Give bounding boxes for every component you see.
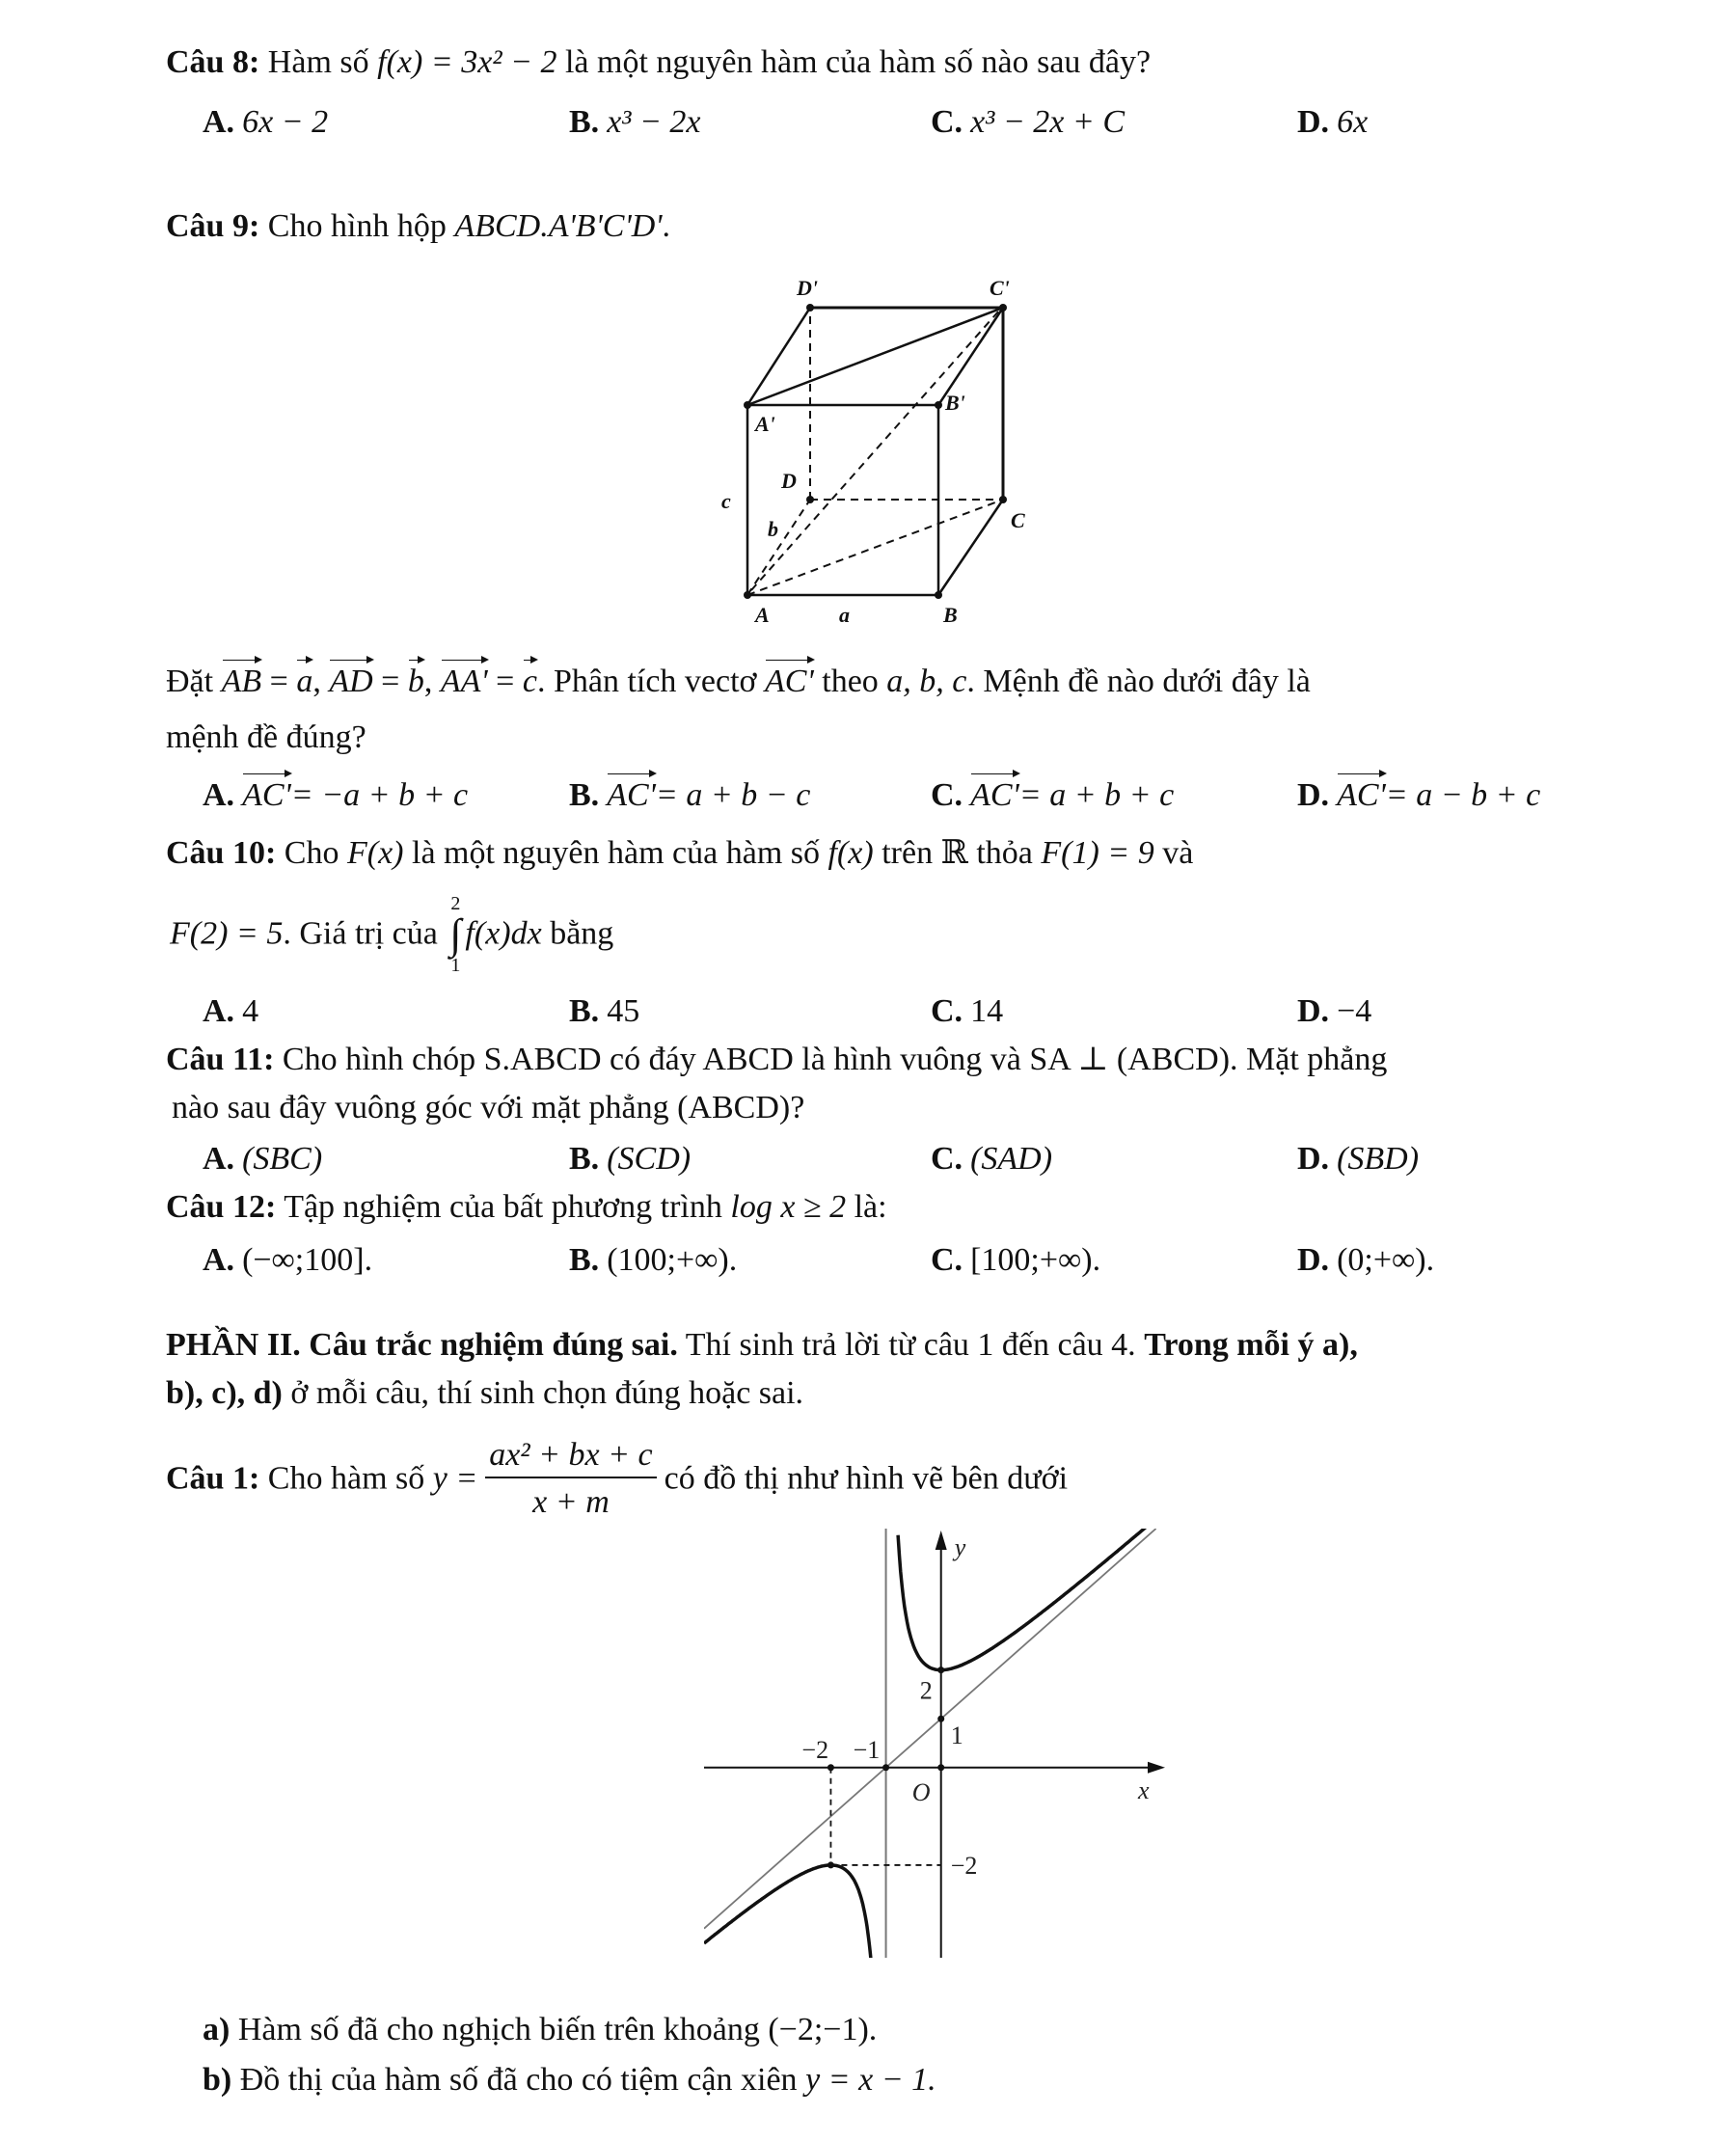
q10-text: là một nguyên hàm của hàm số bbox=[412, 835, 821, 871]
y-axis-arrow-icon bbox=[936, 1531, 947, 1550]
option-letter: C. bbox=[931, 1141, 963, 1177]
vector-ac1: AC' bbox=[1337, 777, 1386, 813]
oblique-asymptote bbox=[704, 1529, 1156, 1929]
option-value: [100;+∞). bbox=[970, 1242, 1101, 1278]
tick-label-x-minus2: −2 bbox=[801, 1735, 829, 1764]
option-letter: D. bbox=[1297, 777, 1330, 813]
option-letter: B. bbox=[569, 1141, 600, 1177]
option-value: −4 bbox=[1337, 993, 1372, 1029]
option-value: (100;+∞). bbox=[607, 1242, 738, 1278]
option-letter: D. bbox=[1297, 1242, 1330, 1278]
origin-label: O bbox=[911, 1777, 931, 1806]
option-letter: A. bbox=[203, 104, 235, 140]
q8-option-a[interactable] bbox=[203, 106, 328, 139]
fraction-numerator: ax² + bx + c bbox=[485, 1437, 656, 1478]
q10-text: trên ℝ thỏa bbox=[882, 835, 1033, 871]
q12-option-a[interactable] bbox=[203, 1244, 372, 1277]
option-letter: A. bbox=[203, 993, 235, 1029]
option-letter: C. bbox=[931, 777, 963, 813]
q9-stem: Câu 9: Cho hình hộp ABCD.A'B'C'D'. bbox=[166, 208, 671, 244]
q8-text-after: là một nguyên hàm của hàm số nào sau đây? bbox=[564, 44, 1152, 80]
q8-label: Câu 8: bbox=[166, 44, 260, 80]
part2-heading-line2 bbox=[166, 1377, 803, 1410]
q10-option-a[interactable] bbox=[203, 995, 258, 1028]
q12-label: Câu 12: bbox=[166, 1189, 277, 1225]
q10-f: f(x) bbox=[827, 835, 874, 871]
option-letter: B. bbox=[569, 1242, 600, 1278]
statement-math: (−2;−1). bbox=[768, 2012, 878, 2047]
diag-ac-hidden bbox=[747, 500, 1003, 595]
q9-solid: ABCD.A'B'C'D' bbox=[454, 208, 663, 244]
q9-description-line2: mệnh đề đúng? bbox=[166, 719, 366, 755]
integrand: f(x)dx bbox=[465, 915, 542, 952]
q9-text: Cho hình hộp bbox=[267, 208, 447, 244]
option-letter: D. bbox=[1297, 104, 1330, 140]
vertex-label-c: C bbox=[1011, 508, 1025, 532]
statement-text: Đồ thị của hàm số đã cho có tiệm cận xiên bbox=[239, 2062, 798, 2098]
q10-label: Câu 10: bbox=[166, 835, 277, 871]
q11-stem-line1 bbox=[166, 1043, 1387, 1076]
q8-stem bbox=[166, 46, 1151, 79]
part2-heading-line1 bbox=[166, 1329, 1358, 1362]
option-value: = a + b + c bbox=[1018, 777, 1175, 813]
q10-option-c[interactable] bbox=[931, 995, 1003, 1028]
y-axis-label: y bbox=[954, 1533, 966, 1561]
vector-c: c bbox=[522, 664, 537, 699]
vertex-label-a: A bbox=[755, 603, 770, 627]
origin-point bbox=[937, 1764, 944, 1771]
marked-point bbox=[937, 1716, 944, 1722]
integral-lower-bound: 1 bbox=[450, 954, 461, 976]
basis-vectors: a, b, c bbox=[886, 664, 967, 699]
part2-title: PHẦN II. Câu trắc nghiệm đúng sai. bbox=[166, 1327, 678, 1363]
q11-label: Câu 11: bbox=[166, 1042, 275, 1077]
option-value: 4 bbox=[242, 993, 259, 1029]
q11-option-a[interactable] bbox=[203, 1143, 322, 1176]
p2q1-text: Cho hàm số bbox=[267, 1460, 425, 1497]
curve-left-branch bbox=[704, 1865, 874, 1958]
option-value: (SBC) bbox=[242, 1141, 323, 1177]
vector-a: a bbox=[296, 664, 313, 699]
p2q1-stem bbox=[166, 1437, 1068, 1521]
q9-desc-text: . Mệnh đề nào dưới đây là bbox=[966, 664, 1311, 699]
q11-stem-line2: nào sau đây vuông góc với mặt phẳng (ABCD)? bbox=[172, 1090, 805, 1125]
statement-a[interactable] bbox=[203, 2014, 877, 2046]
q9-options bbox=[0, 779, 1736, 818]
q10-stem-line1 bbox=[166, 837, 1193, 870]
option-letter: D. bbox=[1297, 1141, 1330, 1177]
vector-aa1: AA' bbox=[440, 664, 488, 699]
part2-bold: Trong mỗi ý a), bbox=[1144, 1327, 1358, 1363]
vector-ab: AB bbox=[221, 664, 262, 699]
vector-label-c: c bbox=[721, 489, 731, 513]
option-value: (0;+∞). bbox=[1337, 1242, 1435, 1278]
option-value: (SBD) bbox=[1337, 1141, 1420, 1177]
integral-sign-icon: ∫ bbox=[449, 910, 462, 958]
p2q1-y-eq: y = bbox=[432, 1460, 478, 1497]
option-letter: A. bbox=[203, 1141, 235, 1177]
vertex-label-a1: A' bbox=[755, 412, 775, 436]
option-value: 6x bbox=[1337, 104, 1369, 140]
q12-option-b[interactable] bbox=[569, 1244, 737, 1277]
q11-options bbox=[0, 1143, 1736, 1181]
vector-label-a: a bbox=[839, 603, 850, 627]
q8-option-d[interactable] bbox=[1297, 106, 1368, 139]
vector-label-b: b bbox=[768, 517, 778, 541]
vertex-label-c1: C' bbox=[990, 276, 1010, 300]
option-value: (−∞;100]. bbox=[242, 1242, 373, 1278]
option-value: (SAD) bbox=[970, 1141, 1053, 1177]
tick-label-y-1: 1 bbox=[950, 1721, 963, 1750]
statement-text: Hàm số đã cho nghịch biến trên khoảng bbox=[237, 2012, 760, 2047]
option-letter: A. bbox=[203, 777, 235, 813]
edge-ad-hidden bbox=[747, 500, 810, 595]
p2q1-text: có đồ thị như hình vẽ bên dưới bbox=[664, 1460, 1069, 1497]
tick-label-x-minus1: −1 bbox=[853, 1735, 881, 1764]
q9-option-b[interactable] bbox=[569, 779, 810, 812]
vector-ac1: AC' bbox=[607, 777, 656, 813]
option-letter: C. bbox=[931, 104, 963, 140]
part2-text: ở mỗi câu, thí sinh chọn đúng hoặc sai. bbox=[290, 1375, 804, 1411]
vector-ac1: AC' bbox=[242, 777, 291, 813]
q10-text: bằng bbox=[550, 915, 614, 952]
q11-option-d[interactable] bbox=[1297, 1143, 1419, 1176]
q9-description-line1: Đặt AB = a, AD = b, AA' = c. Phân tích vectơ AC' theo a, b, c. Mệnh đề nào dưới đây là bbox=[166, 664, 1311, 699]
function-graph bbox=[704, 1529, 1167, 1958]
q12-text: là: bbox=[854, 1189, 887, 1225]
q12-option-c[interactable] bbox=[931, 1244, 1100, 1277]
rational-function bbox=[485, 1437, 656, 1521]
vertex-label-d: D bbox=[781, 469, 797, 493]
q10-text: và bbox=[1162, 835, 1194, 871]
statement-math: y = x − 1. bbox=[805, 2062, 936, 2098]
integral bbox=[449, 892, 461, 977]
option-letter: B. bbox=[569, 104, 600, 140]
vertex-label-d1: D' bbox=[797, 276, 818, 300]
q10-text: Cho bbox=[284, 835, 339, 871]
q9-desc-text: theo bbox=[822, 664, 879, 699]
q10-text: . Giá trị của bbox=[283, 915, 438, 952]
q8-formula: f(x) = 3x² − 2 bbox=[377, 44, 557, 80]
q8-options bbox=[0, 106, 1736, 145]
option-letter: C. bbox=[931, 1242, 963, 1278]
x-axis-arrow-icon bbox=[1148, 1762, 1165, 1774]
option-value: = a − b + c bbox=[1385, 777, 1541, 813]
marked-point bbox=[937, 1667, 944, 1673]
edge-d1a1 bbox=[747, 308, 810, 405]
parallelepiped-figure bbox=[694, 270, 1061, 637]
option-letter: D. bbox=[1297, 993, 1330, 1029]
option-letter: A. bbox=[203, 1242, 235, 1278]
vector-b: b bbox=[407, 664, 424, 699]
option-value: 6x − 2 bbox=[242, 104, 329, 140]
integral-upper-bound: 2 bbox=[450, 893, 461, 914]
q9-option-d[interactable] bbox=[1297, 779, 1540, 812]
q10-condition-1: F(1) = 9 bbox=[1041, 835, 1154, 871]
q10-options bbox=[0, 995, 1736, 1034]
q10-option-b[interactable] bbox=[569, 995, 639, 1028]
option-value: 14 bbox=[970, 993, 1004, 1029]
q12-option-d[interactable] bbox=[1297, 1244, 1434, 1277]
statement-letter: a) bbox=[203, 2012, 231, 2047]
marked-point bbox=[882, 1764, 889, 1771]
x-axis-label: x bbox=[1138, 1775, 1150, 1804]
option-value: x³ − 2x bbox=[607, 104, 701, 140]
marked-point bbox=[827, 1764, 834, 1771]
q8-text-before: Hàm số bbox=[267, 44, 369, 80]
p2q1-label: Câu 1: bbox=[166, 1460, 260, 1497]
q11-option-b[interactable] bbox=[569, 1143, 691, 1176]
tick-label-y-minus2: −2 bbox=[950, 1851, 978, 1880]
vector-ad: AD bbox=[329, 664, 373, 699]
q12-text: Tập nghiệm của bất phương trình bbox=[284, 1189, 722, 1225]
fraction-denominator: x + m bbox=[532, 1484, 610, 1521]
q9-desc-text: Đặt bbox=[166, 664, 214, 699]
statement-letter: b) bbox=[203, 2062, 232, 2098]
part2-bold: b), c), d) bbox=[166, 1375, 283, 1411]
vertex-label-b1: B' bbox=[945, 391, 965, 415]
part2-text: Thí sinh trả lời từ câu 1 đến câu 4. bbox=[685, 1327, 1136, 1363]
q8-option-c[interactable] bbox=[931, 106, 1125, 139]
q10-option-d[interactable] bbox=[1297, 995, 1371, 1028]
q12-options bbox=[0, 1244, 1736, 1283]
tick-label-y-2: 2 bbox=[919, 1676, 933, 1705]
q10-F: F(x) bbox=[346, 835, 404, 871]
q9-desc-text: . Phân tích vectơ bbox=[536, 664, 757, 699]
option-value: = a + b − c bbox=[655, 777, 811, 813]
option-value: 45 bbox=[607, 993, 640, 1029]
q11-option-c[interactable] bbox=[931, 1143, 1052, 1176]
q10-stem-line2 bbox=[170, 892, 613, 977]
marked-point bbox=[827, 1861, 834, 1868]
option-value: (SCD) bbox=[607, 1141, 692, 1177]
statement-b[interactable] bbox=[203, 2064, 936, 2097]
q12-stem bbox=[166, 1191, 887, 1224]
option-value: = −a + b + c bbox=[290, 777, 469, 813]
vector-ac1: AC' bbox=[765, 664, 814, 699]
q10-condition-2: F(2) = 5 bbox=[170, 915, 284, 952]
option-letter: B. bbox=[569, 993, 600, 1029]
option-value: x³ − 2x + C bbox=[970, 104, 1126, 140]
vertex-label-b: B bbox=[943, 603, 958, 627]
vector-ac1: AC' bbox=[970, 777, 1019, 813]
edge-bc bbox=[938, 500, 1003, 595]
q8-option-b[interactable] bbox=[569, 106, 701, 139]
q9-option-a[interactable] bbox=[203, 779, 468, 812]
q9-option-c[interactable] bbox=[931, 779, 1174, 812]
q12-inequality: log x ≥ 2 bbox=[730, 1189, 847, 1225]
option-letter: B. bbox=[569, 777, 600, 813]
option-letter: C. bbox=[931, 993, 963, 1029]
q9-label: Câu 9: bbox=[166, 208, 260, 244]
q11-text: Cho hình chóp S.ABCD có đáy ABCD là hình vuông và SA ⊥ (ABCD). Mặt phẳng bbox=[282, 1042, 1388, 1077]
